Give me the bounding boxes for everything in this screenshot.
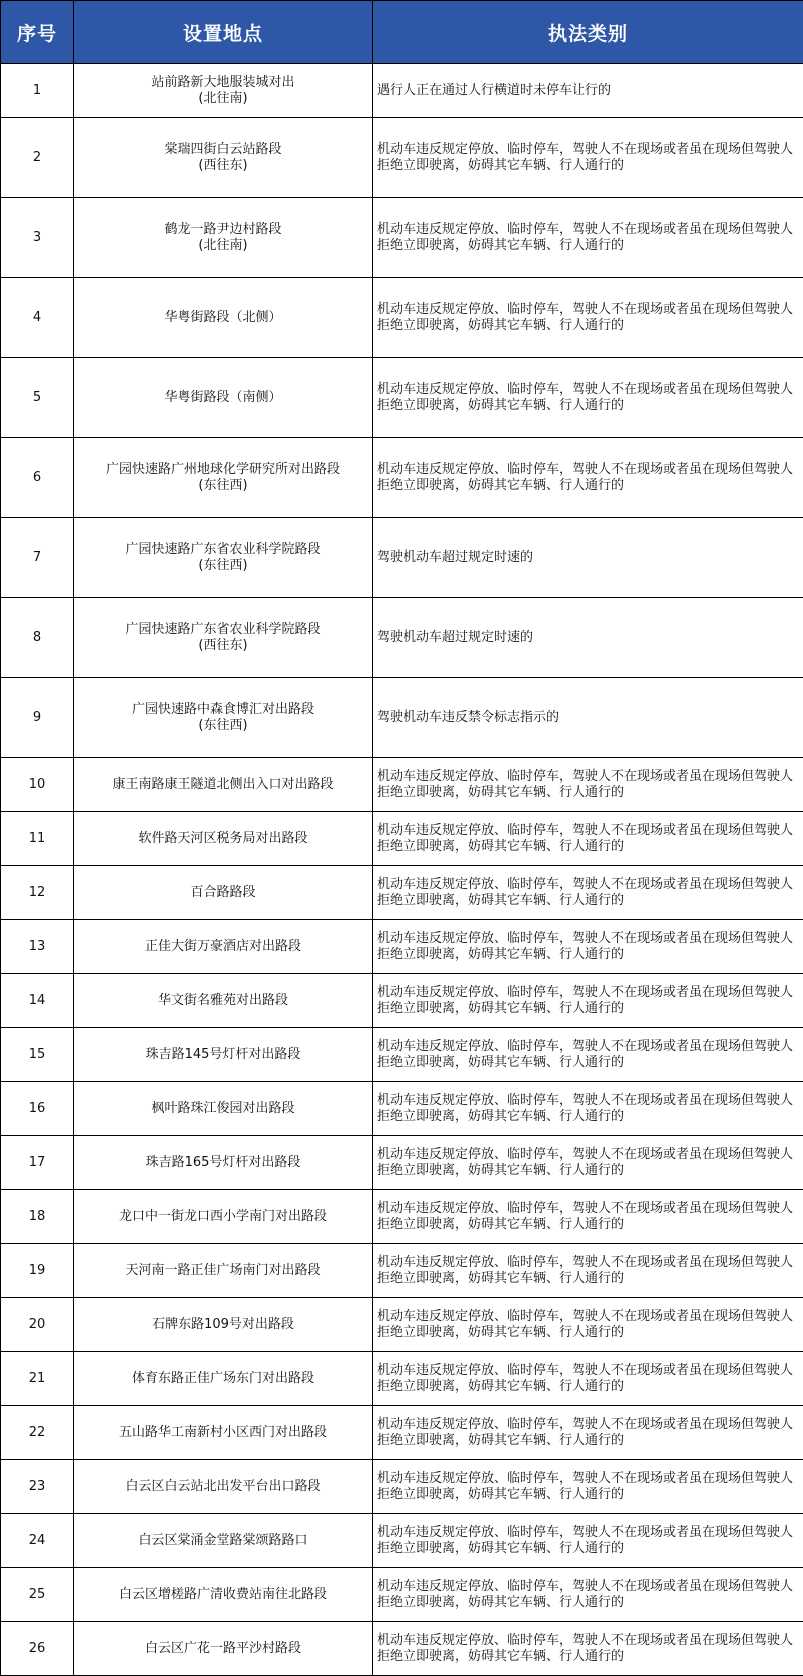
location-line: 鹤龙一路尹边村路段 bbox=[74, 222, 372, 238]
location-line: 华粤街路段（南侧） bbox=[74, 390, 372, 406]
location-line: (东往西) bbox=[74, 478, 372, 494]
row-index: 20 bbox=[1, 1298, 74, 1352]
location-line: 天河南一路正佳广场南门对出路段 bbox=[74, 1263, 372, 1279]
table-row bbox=[1, 1244, 803, 1298]
header-location: 设置地点 bbox=[74, 1, 373, 64]
row-index: 3 bbox=[1, 198, 74, 278]
row-location bbox=[74, 1082, 373, 1136]
location-line: 龙口中一街龙口西小学南门对出路段 bbox=[74, 1209, 372, 1225]
row-category: 机动车违反规定停放、临时停车，驾驶人不在现场或者虽在现场但驾驶人拒绝立即驶离，妨碍其它车辆、行人通行的 bbox=[373, 1082, 803, 1136]
row-index: 22 bbox=[1, 1406, 74, 1460]
row-index: 19 bbox=[1, 1244, 74, 1298]
row-category: 驾驶机动车违反禁令标志指示的 bbox=[373, 678, 803, 758]
table-row bbox=[1, 1136, 803, 1190]
location-line: 华文街名雅苑对出路段 bbox=[74, 993, 372, 1009]
location-line: 白云区广花一路平沙村路段 bbox=[74, 1641, 372, 1657]
row-category: 机动车违反规定停放、临时停车，驾驶人不在现场或者虽在现场但驾驶人拒绝立即驶离，妨碍其它车辆、行人通行的 bbox=[373, 118, 803, 198]
row-index: 24 bbox=[1, 1514, 74, 1568]
row-index: 1 bbox=[1, 64, 74, 118]
row-index: 23 bbox=[1, 1460, 74, 1514]
row-index: 14 bbox=[1, 974, 74, 1028]
header-index: 序号 bbox=[1, 1, 74, 64]
table-row bbox=[1, 518, 803, 598]
row-location bbox=[74, 198, 373, 278]
row-index: 15 bbox=[1, 1028, 74, 1082]
location-line: 广园快速路广州地球化学研究所对出路段 bbox=[74, 462, 372, 478]
table-row bbox=[1, 866, 803, 920]
row-category: 机动车违反规定停放、临时停车，驾驶人不在现场或者虽在现场但驾驶人拒绝立即驶离，妨碍其它车辆、行人通行的 bbox=[373, 278, 803, 358]
table-row bbox=[1, 1352, 803, 1406]
row-location bbox=[74, 1028, 373, 1082]
row-location bbox=[74, 1568, 373, 1622]
location-line: 体育东路正佳广场东门对出路段 bbox=[74, 1371, 372, 1387]
row-index: 4 bbox=[1, 278, 74, 358]
location-line: 百合路路段 bbox=[74, 885, 372, 901]
table-header-row bbox=[1, 1, 803, 64]
location-line: 广园快速路广东省农业科学院路段 bbox=[74, 622, 372, 638]
table-row bbox=[1, 1514, 803, 1568]
table-row bbox=[1, 1568, 803, 1622]
row-location bbox=[74, 1244, 373, 1298]
row-category: 机动车违反规定停放、临时停车，驾驶人不在现场或者虽在现场但驾驶人拒绝立即驶离，妨碍其它车辆、行人通行的 bbox=[373, 758, 803, 812]
table-row bbox=[1, 1028, 803, 1082]
table-row bbox=[1, 678, 803, 758]
location-line: 华粤街路段（北侧） bbox=[74, 310, 372, 326]
row-category: 驾驶机动车超过规定时速的 bbox=[373, 598, 803, 678]
row-category: 遇行人正在通过人行横道时未停车让行的 bbox=[373, 64, 803, 118]
row-location bbox=[74, 1460, 373, 1514]
row-location bbox=[74, 678, 373, 758]
table-body bbox=[1, 64, 803, 1676]
row-location bbox=[74, 1136, 373, 1190]
location-line: 五山路华工南新村小区西门对出路段 bbox=[74, 1425, 372, 1441]
row-index: 10 bbox=[1, 758, 74, 812]
row-location bbox=[74, 812, 373, 866]
row-index: 6 bbox=[1, 438, 74, 518]
row-category: 机动车违反规定停放、临时停车，驾驶人不在现场或者虽在现场但驾驶人拒绝立即驶离，妨碍其它车辆、行人通行的 bbox=[373, 438, 803, 518]
table-row bbox=[1, 758, 803, 812]
row-index: 5 bbox=[1, 358, 74, 438]
row-location bbox=[74, 1514, 373, 1568]
row-category: 机动车违反规定停放、临时停车，驾驶人不在现场或者虽在现场但驾驶人拒绝立即驶离，妨碍其它车辆、行人通行的 bbox=[373, 1136, 803, 1190]
row-location bbox=[74, 1352, 373, 1406]
location-line: 珠吉路145号灯杆对出路段 bbox=[74, 1047, 372, 1063]
row-category: 机动车违反规定停放、临时停车，驾驶人不在现场或者虽在现场但驾驶人拒绝立即驶离，妨碍其它车辆、行人通行的 bbox=[373, 1352, 803, 1406]
row-location bbox=[74, 64, 373, 118]
row-location bbox=[74, 278, 373, 358]
row-location bbox=[74, 758, 373, 812]
row-location bbox=[74, 438, 373, 518]
row-category: 驾驶机动车超过规定时速的 bbox=[373, 518, 803, 598]
table-row bbox=[1, 198, 803, 278]
location-line: (西往东) bbox=[74, 638, 372, 654]
row-index: 12 bbox=[1, 866, 74, 920]
location-line: (东往西) bbox=[74, 558, 372, 574]
row-location bbox=[74, 866, 373, 920]
row-category: 机动车违反规定停放、临时停车，驾驶人不在现场或者虽在现场但驾驶人拒绝立即驶离，妨碍其它车辆、行人通行的 bbox=[373, 1244, 803, 1298]
row-category: 机动车违反规定停放、临时停车，驾驶人不在现场或者虽在现场但驾驶人拒绝立即驶离，妨碍其它车辆、行人通行的 bbox=[373, 358, 803, 438]
row-category: 机动车违反规定停放、临时停车，驾驶人不在现场或者虽在现场但驾驶人拒绝立即驶离，妨碍其它车辆、行人通行的 bbox=[373, 1028, 803, 1082]
row-location bbox=[74, 920, 373, 974]
row-index: 21 bbox=[1, 1352, 74, 1406]
table-row bbox=[1, 598, 803, 678]
location-line: (北往南) bbox=[74, 91, 372, 107]
row-category: 机动车违反规定停放、临时停车，驾驶人不在现场或者虽在现场但驾驶人拒绝立即驶离，妨碍其它车辆、行人通行的 bbox=[373, 1568, 803, 1622]
location-line: 广园快速路中森食博汇对出路段 bbox=[74, 702, 372, 718]
table-row bbox=[1, 812, 803, 866]
row-index: 13 bbox=[1, 920, 74, 974]
row-index: 16 bbox=[1, 1082, 74, 1136]
row-category: 机动车违反规定停放、临时停车，驾驶人不在现场或者虽在现场但驾驶人拒绝立即驶离，妨碍其它车辆、行人通行的 bbox=[373, 866, 803, 920]
row-location bbox=[74, 1406, 373, 1460]
location-line: 正佳大街万豪酒店对出路段 bbox=[74, 939, 372, 955]
table-row bbox=[1, 1298, 803, 1352]
table-row bbox=[1, 974, 803, 1028]
row-category: 机动车违反规定停放、临时停车，驾驶人不在现场或者虽在现场但驾驶人拒绝立即驶离，妨碍其它车辆、行人通行的 bbox=[373, 198, 803, 278]
row-category: 机动车违反规定停放、临时停车，驾驶人不在现场或者虽在现场但驾驶人拒绝立即驶离，妨碍其它车辆、行人通行的 bbox=[373, 974, 803, 1028]
row-location bbox=[74, 358, 373, 438]
row-location bbox=[74, 518, 373, 598]
table-row bbox=[1, 920, 803, 974]
row-category: 机动车违反规定停放、临时停车，驾驶人不在现场或者虽在现场但驾驶人拒绝立即驶离，妨碍其它车辆、行人通行的 bbox=[373, 812, 803, 866]
table-row bbox=[1, 438, 803, 518]
row-location bbox=[74, 1190, 373, 1244]
row-index: 7 bbox=[1, 518, 74, 598]
table-row bbox=[1, 1190, 803, 1244]
row-location bbox=[74, 974, 373, 1028]
location-line: 广园快速路广东省农业科学院路段 bbox=[74, 542, 372, 558]
row-category: 机动车违反规定停放、临时停车，驾驶人不在现场或者虽在现场但驾驶人拒绝立即驶离，妨碍其它车辆、行人通行的 bbox=[373, 1460, 803, 1514]
row-category: 机动车违反规定停放、临时停车，驾驶人不在现场或者虽在现场但驾驶人拒绝立即驶离，妨碍其它车辆、行人通行的 bbox=[373, 1298, 803, 1352]
table-row bbox=[1, 278, 803, 358]
table-row bbox=[1, 1082, 803, 1136]
location-line: 站前路新大地服装城对出 bbox=[74, 75, 372, 91]
location-line: (东往西) bbox=[74, 718, 372, 734]
table-row bbox=[1, 64, 803, 118]
location-line: (西往东) bbox=[74, 158, 372, 174]
location-line: 康王南路康王隧道北侧出入口对出路段 bbox=[74, 777, 372, 793]
row-index: 9 bbox=[1, 678, 74, 758]
table-row bbox=[1, 358, 803, 438]
row-category: 机动车违反规定停放、临时停车，驾驶人不在现场或者虽在现场但驾驶人拒绝立即驶离，妨碍其它车辆、行人通行的 bbox=[373, 920, 803, 974]
row-index: 25 bbox=[1, 1568, 74, 1622]
location-line: (北往南) bbox=[74, 238, 372, 254]
location-line: 白云区棠涌金堂路棠颂路路口 bbox=[74, 1533, 372, 1549]
location-line: 珠吉路165号灯杆对出路段 bbox=[74, 1155, 372, 1171]
location-line: 白云区白云站北出发平台出口路段 bbox=[74, 1479, 372, 1495]
row-location bbox=[74, 598, 373, 678]
row-index: 8 bbox=[1, 598, 74, 678]
row-index: 17 bbox=[1, 1136, 74, 1190]
row-index: 26 bbox=[1, 1622, 74, 1676]
row-category: 机动车违反规定停放、临时停车，驾驶人不在现场或者虽在现场但驾驶人拒绝立即驶离，妨碍其它车辆、行人通行的 bbox=[373, 1622, 803, 1676]
row-location bbox=[74, 1298, 373, 1352]
row-category: 机动车违反规定停放、临时停车，驾驶人不在现场或者虽在现场但驾驶人拒绝立即驶离，妨碍其它车辆、行人通行的 bbox=[373, 1406, 803, 1460]
table-row bbox=[1, 1406, 803, 1460]
row-index: 11 bbox=[1, 812, 74, 866]
row-category: 机动车违反规定停放、临时停车，驾驶人不在现场或者虽在现场但驾驶人拒绝立即驶离，妨碍其它车辆、行人通行的 bbox=[373, 1190, 803, 1244]
header-category: 执法类别 bbox=[373, 1, 803, 64]
location-line: 棠瑞四街白云站路段 bbox=[74, 142, 372, 158]
location-line: 石牌东路109号对出路段 bbox=[74, 1317, 372, 1333]
table-row bbox=[1, 1460, 803, 1514]
location-line: 软件路天河区税务局对出路段 bbox=[74, 831, 372, 847]
row-category: 机动车违反规定停放、临时停车，驾驶人不在现场或者虽在现场但驾驶人拒绝立即驶离，妨碍其它车辆、行人通行的 bbox=[373, 1514, 803, 1568]
row-index: 18 bbox=[1, 1190, 74, 1244]
row-location bbox=[74, 118, 373, 198]
location-line: 白云区增槎路广清收费站南往北路段 bbox=[74, 1587, 372, 1603]
location-line: 枫叶路珠江俊园对出路段 bbox=[74, 1101, 372, 1117]
row-index: 2 bbox=[1, 118, 74, 198]
table-row bbox=[1, 118, 803, 198]
